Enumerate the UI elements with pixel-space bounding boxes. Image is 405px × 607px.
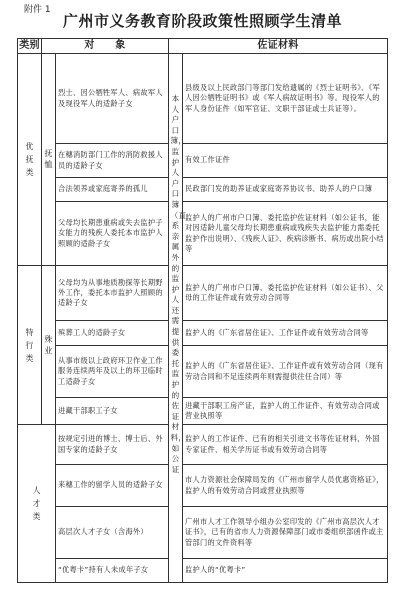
target-cell: 在穗消防部门工作的消防救援人员的适龄子女 [56, 144, 169, 178]
evidence-cell: 民政部门发的助养证或家庭寄养协议书、助养人的户口簿 [183, 178, 388, 202]
target-cell: 从事市级以上政府环卫作业工作服务连续两年及以上的环卫临时工适龄子女 [56, 346, 169, 398]
subcategory-cell-fuxu [42, 54, 56, 266]
target-cell: 烈士、因公牺牲军人、病故军人及现役军人的适龄子女 [56, 54, 169, 144]
category-label: 特行类 [25, 327, 34, 363]
evidence-cell: 监护人的《广东省居住证》、工作证件或有效劳动合同等 [183, 321, 388, 346]
subcategory-cell-shuye [42, 266, 56, 425]
category-cell-rencai [18, 425, 56, 583]
table-row [18, 559, 388, 583]
target-cell: 按规定引进的博士、博士后、外国专家的适龄子女 [56, 425, 169, 465]
table-row [18, 346, 388, 398]
evidence-cell: 广州市人才工作领导小组办公室印发的《广州市高层次人才证书》，已有的省市人力资源保障部门或市委组织部函件或主管部门的文件资料等 [183, 507, 388, 559]
target-cell: 合法领养或家庭寄养的孤儿 [56, 178, 169, 202]
category-label: 人才类 [32, 486, 41, 521]
table-row [18, 321, 388, 346]
table-row [18, 202, 388, 266]
table-row [18, 507, 388, 559]
attachment-label: 附件 1 [24, 5, 51, 15]
target-cell: “优粤卡”持有人未成年子女 [56, 559, 169, 583]
evidence-cell: 进藏干部职工房产证，监护人的工作证件、有效劳动合同或营业执照等 [183, 398, 388, 425]
category-label: 优抚类 [25, 142, 34, 177]
table-header-row [18, 39, 388, 54]
evidence-cell: 有效工作证件 [183, 144, 388, 178]
target-cell: 殡葬工人的适龄子女 [56, 321, 169, 346]
table-row [18, 425, 388, 465]
table-row [18, 54, 388, 144]
middle-note: 本人户口簿，监护人户口簿（直系亲属外的监护人还需提供委托监护的佐证材料，如公证 [170, 94, 187, 474]
header-target: 对 象 [42, 39, 169, 54]
target-cell: 来穗工作的留学人员的适龄子女 [56, 465, 169, 507]
table-row [18, 398, 388, 425]
evidence-cell: 监护人的广州市户口簿、委托监护佐证材料（如公证书，能对因适龄儿童父母均长期患重病或残疾失去监护能力需委托监护作出说明）、《残疾人证》、疾病诊断书、病历或出院小结等 [183, 202, 388, 266]
policy-table [17, 38, 388, 583]
middle-note-cell [169, 54, 187, 583]
table-row [18, 144, 388, 178]
evidence-cell: 监护人的“优粤卡” [183, 559, 388, 583]
header-category: 类别 [18, 39, 42, 54]
evidence-cell: 监护人的工作证件、已有的相关引进文书等佐证材料，外国专家证件、相关学历证书或有效劳动合同等 [183, 425, 388, 465]
table-row [18, 266, 388, 321]
category-cell-teshu [18, 266, 42, 425]
evidence-cell: 监护人的广州市户口簿、委托监护佐证材料（如公证书）、父母的工作证件或有效劳动合同等 [183, 266, 388, 321]
target-cell: 高层次人才子女（含海外） [56, 507, 169, 559]
document-title: 广州市义务教育阶段政策性照顾学生清单 [62, 12, 342, 30]
target-cell: 父母均为从事地质勘探等长期野外工作，委托本市监护人照顾的适龄子女 [56, 266, 169, 321]
evidence-cell: 市人力资源社会保障局发的《广州市留学人员优惠资格证》，监护人的有效劳动合同或营业执照等 [183, 465, 388, 507]
target-cell: 进藏干部职工子女 [56, 398, 169, 425]
table-row [18, 178, 388, 202]
subcategory-label: 抚恤 [44, 149, 53, 170]
evidence-cell: 监护人的《广东省居住证》、工作证件或有效劳动合同（现有劳动合同和不足连续两年则需提供往任合同）等 [183, 346, 388, 398]
subcategory-label: 殊业 [44, 334, 53, 355]
header-evidence: 佐证材料 [169, 39, 388, 54]
category-cell-youfu [18, 54, 42, 266]
table-row [18, 465, 388, 507]
target-cell: 父母均长期患重病或失去监护子女能力的残疾人委托本市监护人照顾的适龄子女 [56, 202, 169, 266]
evidence-cell: 县级及以上民政部门等部门发给遗属的《烈士证明书》、《军人因公牺牲证明书》或《军人病故证明书》等。现役军人的军人身份证件（如军官证、文职干部证或士兵证等）。 [183, 54, 388, 144]
